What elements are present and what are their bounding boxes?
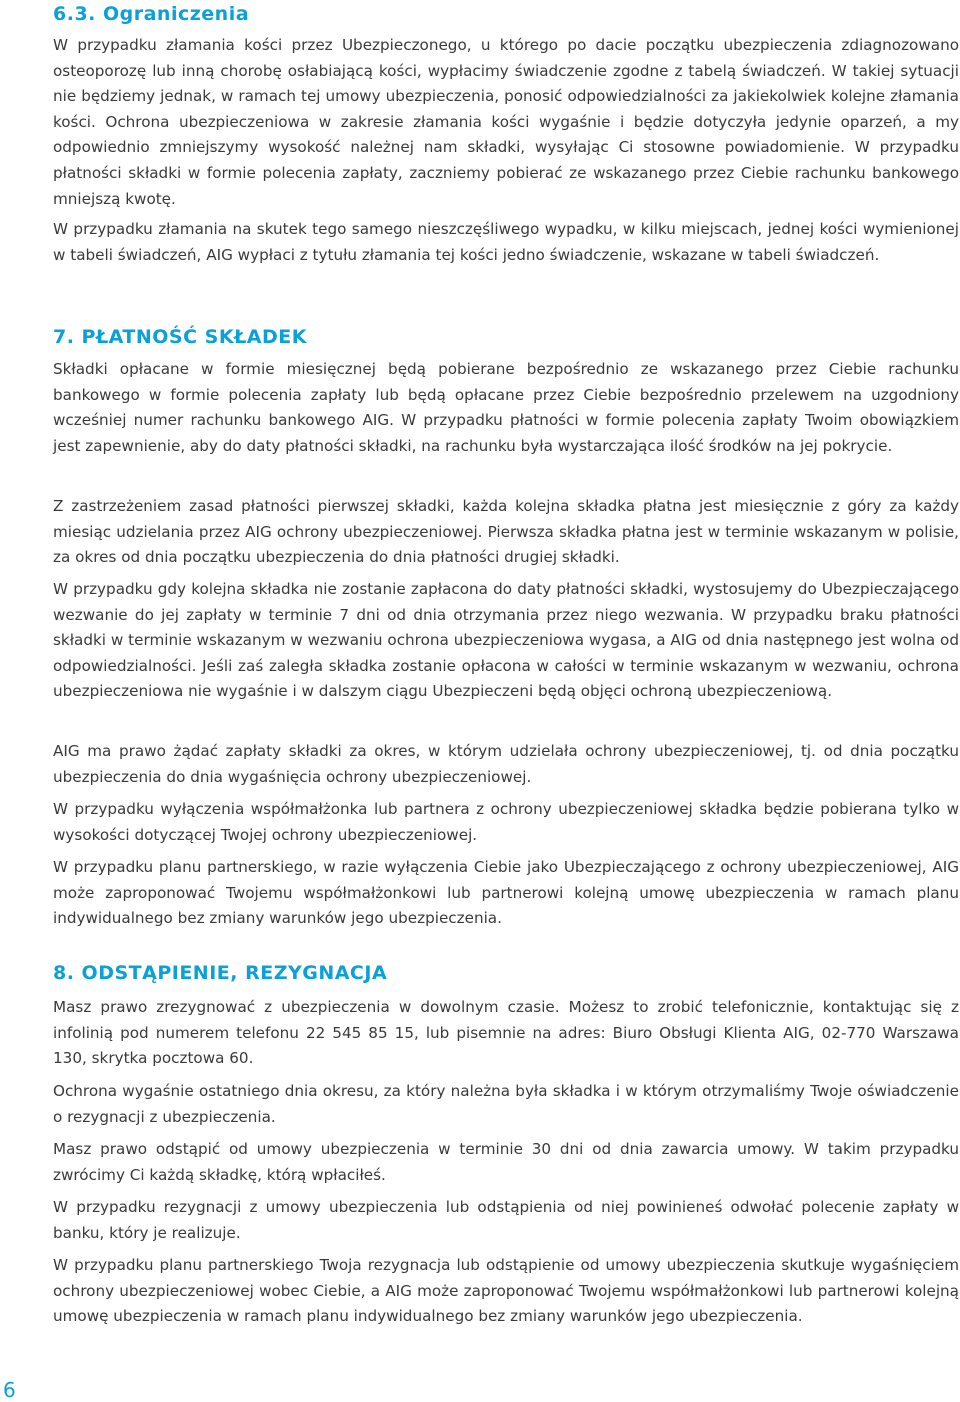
paragraph: W przypadku planu partnerskiego Twoja rezygnacja lub odstąpienie od umowy ubezpieczenia skutkuje wygaśnięciem ochrony ubezpieczeniowej wobec Ciebie, a AIG może zaproponować Twojemu współmałżonkowi lub partnerowi kolejną umowę ubezpieczenia w ramach planu indywidualnego bez zmiany warunków jego ubezpieczenia.	[53, 1256, 959, 1326]
section-heading-7: 7. PŁATNOŚĆ SKŁADEK	[53, 326, 307, 348]
paragraph: W przypadku gdy kolejna składka nie zostanie zapłacona do daty płatności składki, wystosujemy do Ubezpieczającego wezwanie do jej zapłaty w terminie 7 dni od dnia otrzymania przez niego wezwania. W przypadku braku płatności składki w terminie wskazanym w wezwaniu ochrona ubezpieczeniowa wygasa, a AIG od dnia następnego jest wolna od odpowiedzialności. Jeśli zaś zaległa składka zostanie opłacona w całości w terminie wskazanym w wezwaniu, ochrona ubezpieczeniowa nie wygaśnie i w dalszym ciągu Ubezpieczeni będą objęci ochroną ubezpieczeniową.	[53, 580, 959, 701]
section-heading-6-3: 6.3. Ograniczenia	[53, 3, 250, 25]
paragraph: Ochrona wygaśnie ostatniego dnia okresu, za który należna była składka i w którym otrzymaliśmy Twoje oświadczenie o rezygnacji z ubezpieczenia.	[53, 1082, 959, 1126]
paragraph: W przypadku rezygnacji z umowy ubezpieczenia lub odstąpienia od niej powinieneś odwołać polecenie zapłaty w banku, który je realizuje.	[53, 1198, 959, 1242]
paragraph: AIG ma prawo żądać zapłaty składki za okres, w którym udzielała ochrony ubezpieczeniowej, tj. od dnia początku ubezpieczenia do dnia wygaśnięcia ochrony ubezpieczeniowej.	[53, 742, 959, 786]
paragraph: Masz prawo zrezygnować z ubezpieczenia w dowolnym czasie. Możesz to zrobić telefonicznie, kontaktując się z infolinią pod numerem telefonu 22 545 85 15, lub pisemnie na adres: Biuro Obsługi Klienta AIG, 02-770 Warszawa 130, skrytka pocztowa 60.	[53, 998, 959, 1068]
paragraph: W przypadku złamania kości przez Ubezpieczonego, u którego po dacie początku ubezpieczenia zdiagnozowano osteoporozę lub inną chorobę osłabiającą kości, wypłacimy świadczenie zgodne z tabelą świadczeń. W takiej sytuacji nie będziemy jednak, w ramach tej umowy ubezpieczenia, ponosić odpowiedzialności za jakiekolwiek kolejne złamania kości. Ochrona ubezpieczeniowa w zakresie złamania kości wygaśnie i będzie dotyczyła jedynie oparzeń, a my odpowiednio zmniejszymy wysokość należnej nam składki, wysyłając Ci stosowne powiadomienie. W przypadku płatności składki w formie polecenia zapłaty, zaczniemy pobierać ze wskazanego przez Ciebie rachunku bankowego mniejszą kwotę.	[53, 36, 959, 208]
page-number: 6	[3, 1378, 16, 1402]
paragraph: Masz prawo odstąpić od umowy ubezpieczenia w terminie 30 dni od dnia zawarcia umowy. W takim przypadku zwrócimy Ci każdą składkę, którą wpłaciłeś.	[53, 1140, 959, 1184]
paragraph: Składki opłacane w formie miesięcznej będą pobierane bezpośrednio ze wskazanego przez Ciebie rachunku bankowego w formie polecenia zapłaty lub będą opłacane przez Ciebie bezpośrednio przelewem na uzgodniony wcześniej numer rachunku bankowego AIG. W przypadku płatności w formie polecenia zapłaty Twoim obowiązkiem jest zapewnienie, aby do daty płatności składki, na rachunku była wystarczająca ilość środków na jej pokrycie.	[53, 360, 959, 455]
paragraph: W przypadku planu partnerskiego, w razie wyłączenia Ciebie jako Ubezpieczającego z ochrony ubezpieczeniowej, AIG może zaproponować Twojemu współmałżonkowi lub partnerowi kolejną umowę ubezpieczenia w ramach planu indywidualnego bez zmiany warunków jego ubezpieczenia.	[53, 858, 959, 928]
section-heading-8: 8. ODSTĄPIENIE, REZYGNACJA	[53, 962, 388, 984]
paragraph: W przypadku złamania na skutek tego samego nieszczęśliwego wypadku, w kilku miejscach, jednej kości wymienionej w tabeli świadczeń, AIG wypłaci z tytułu złamania tej kości jedno świadczenie, wskazane w tabeli świadczeń.	[53, 220, 959, 264]
paragraph: Z zastrzeżeniem zasad płatności pierwszej składki, każda kolejna składka płatna jest miesięcznie z góry za każdy miesiąc udzielania przez AIG ochrony ubezpieczeniowej. Pierwsza składka płatna jest w terminie wskazanym w polisie, za okres od dnia początku ubezpieczenia do dnia płatności drugiej składki.	[53, 497, 959, 567]
paragraph: W przypadku wyłączenia współmałżonka lub partnera z ochrony ubezpieczeniowej składka będzie pobierana tylko w wysokości dotyczącej Twojej ochrony ubezpieczeniowej.	[53, 800, 959, 844]
